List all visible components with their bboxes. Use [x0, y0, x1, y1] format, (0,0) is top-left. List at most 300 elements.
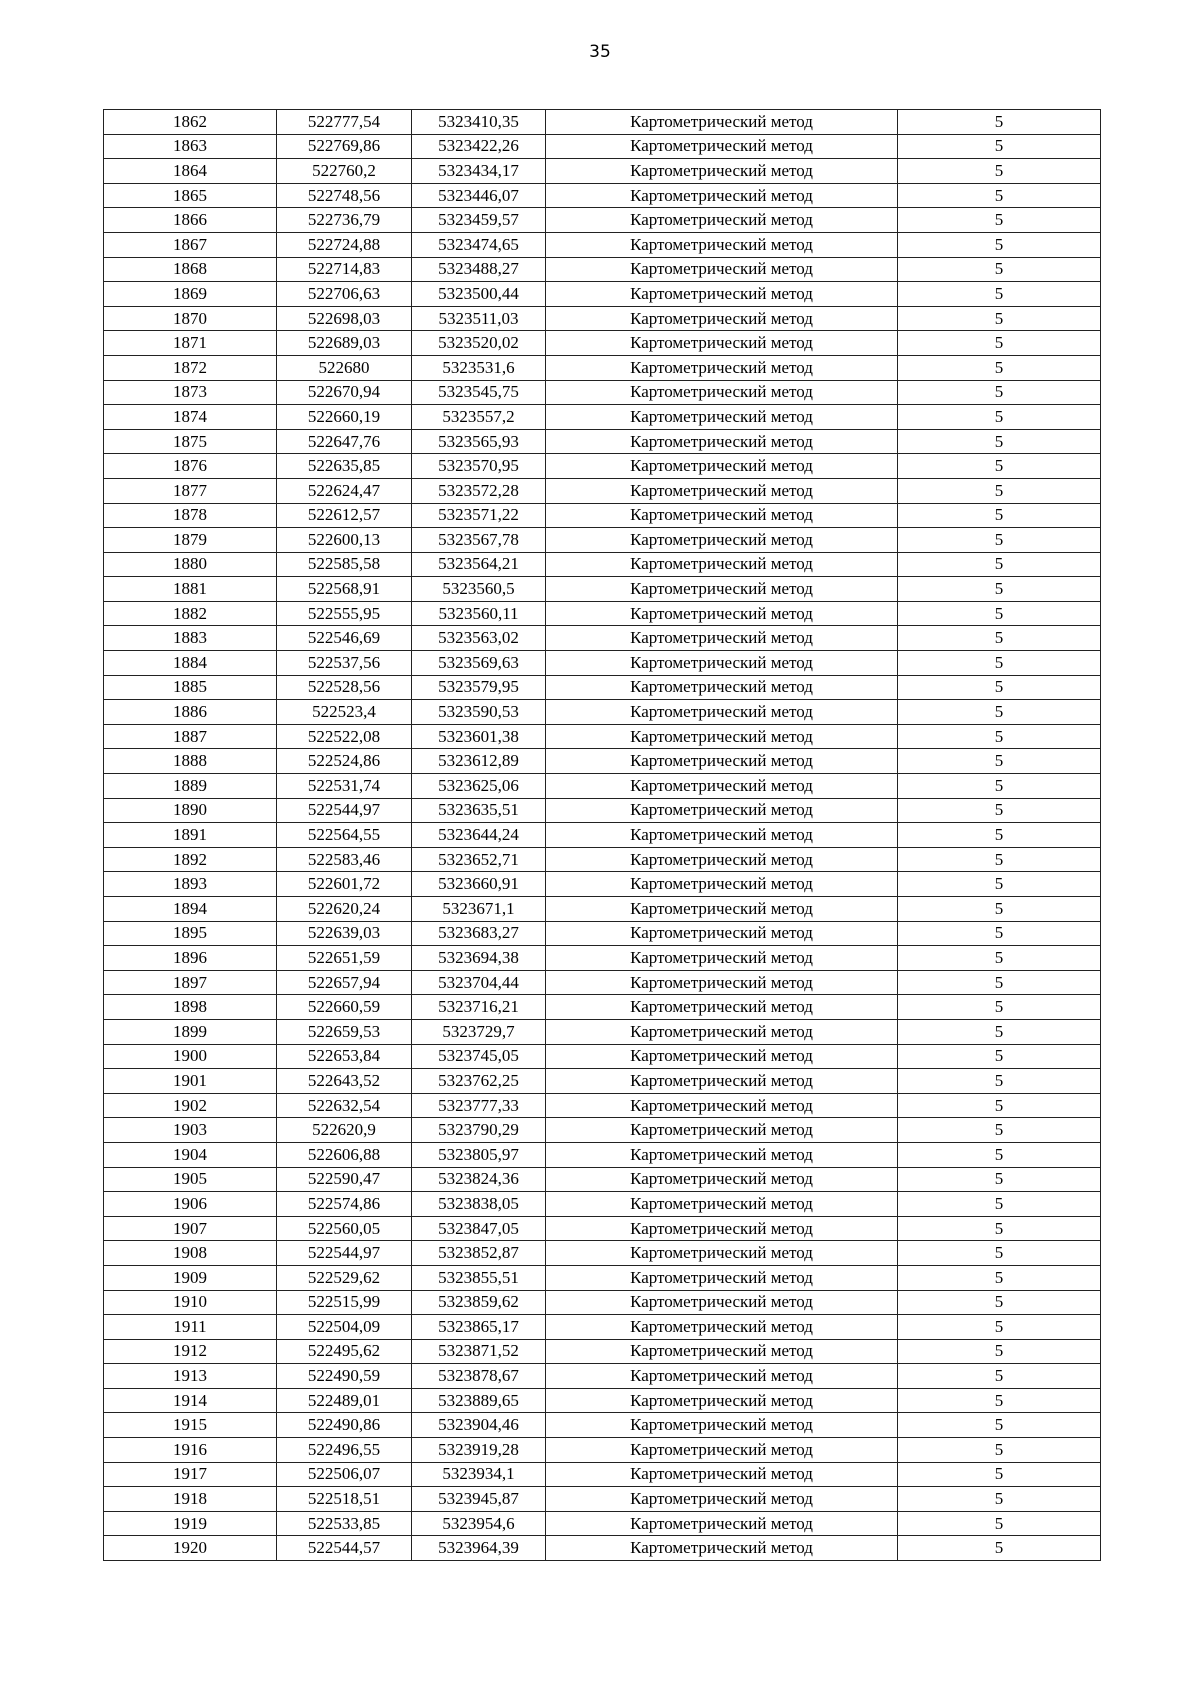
y-coordinate-cell: 5323557,2	[412, 405, 546, 430]
x-coordinate-cell: 522568,91	[277, 577, 412, 602]
x-coordinate-cell: 522714,83	[277, 257, 412, 282]
point-number-cell: 1873	[104, 380, 277, 405]
table-row	[104, 1044, 1101, 1069]
accuracy-cell: 5	[898, 675, 1101, 700]
y-coordinate-cell: 5323612,89	[412, 749, 546, 774]
x-coordinate-cell: 522524,86	[277, 749, 412, 774]
accuracy-cell: 5	[898, 380, 1101, 405]
method-cell: Картометрический метод	[546, 1438, 898, 1463]
method-cell: Картометрический метод	[546, 159, 898, 184]
y-coordinate-cell: 5323745,05	[412, 1044, 546, 1069]
accuracy-cell: 5	[898, 1388, 1101, 1413]
x-coordinate-cell: 522777,54	[277, 110, 412, 135]
y-coordinate-cell: 5323446,07	[412, 183, 546, 208]
x-coordinate-cell: 522624,47	[277, 478, 412, 503]
x-coordinate-cell: 522533,85	[277, 1511, 412, 1536]
point-number-cell: 1887	[104, 724, 277, 749]
point-number-cell: 1879	[104, 528, 277, 553]
accuracy-cell: 5	[898, 995, 1101, 1020]
table-row	[104, 724, 1101, 749]
point-number-cell: 1876	[104, 454, 277, 479]
y-coordinate-cell: 5323805,97	[412, 1142, 546, 1167]
point-number-cell: 1886	[104, 700, 277, 725]
method-cell: Картометрический метод	[546, 183, 898, 208]
method-cell: Картометрический метод	[546, 1388, 898, 1413]
y-coordinate-cell: 5323625,06	[412, 774, 546, 799]
point-number-cell: 1917	[104, 1462, 277, 1487]
y-coordinate-cell: 5323790,29	[412, 1118, 546, 1143]
method-cell: Картометрический метод	[546, 1462, 898, 1487]
point-number-cell: 1894	[104, 897, 277, 922]
table-row	[104, 946, 1101, 971]
x-coordinate-cell: 522496,55	[277, 1438, 412, 1463]
accuracy-cell: 5	[898, 847, 1101, 872]
table-row	[104, 1388, 1101, 1413]
x-coordinate-cell: 522706,63	[277, 282, 412, 307]
table-row	[104, 134, 1101, 159]
method-cell: Картометрический метод	[546, 429, 898, 454]
method-cell: Картометрический метод	[546, 380, 898, 405]
accuracy-cell: 5	[898, 1069, 1101, 1094]
table-row	[104, 1118, 1101, 1143]
accuracy-cell: 5	[898, 208, 1101, 233]
point-number-cell: 1868	[104, 257, 277, 282]
point-number-cell: 1907	[104, 1216, 277, 1241]
x-coordinate-cell: 522504,09	[277, 1315, 412, 1340]
point-number-cell: 1884	[104, 651, 277, 676]
method-cell: Картометрический метод	[546, 601, 898, 626]
accuracy-cell: 5	[898, 1339, 1101, 1364]
table-row	[104, 1339, 1101, 1364]
accuracy-cell: 5	[898, 159, 1101, 184]
x-coordinate-cell: 522564,55	[277, 823, 412, 848]
method-cell: Картометрический метод	[546, 1487, 898, 1512]
accuracy-cell: 5	[898, 552, 1101, 577]
accuracy-cell: 5	[898, 946, 1101, 971]
x-coordinate-cell: 522544,97	[277, 798, 412, 823]
point-number-cell: 1918	[104, 1487, 277, 1512]
method-cell: Картометрический метод	[546, 1241, 898, 1266]
table-row	[104, 1487, 1101, 1512]
y-coordinate-cell: 5323704,44	[412, 970, 546, 995]
x-coordinate-cell: 522518,51	[277, 1487, 412, 1512]
method-cell: Картометрический метод	[546, 208, 898, 233]
point-number-cell: 1867	[104, 232, 277, 257]
accuracy-cell: 5	[898, 823, 1101, 848]
table-row	[104, 355, 1101, 380]
x-coordinate-cell: 522544,57	[277, 1536, 412, 1561]
y-coordinate-cell: 5323570,95	[412, 454, 546, 479]
point-number-cell: 1882	[104, 601, 277, 626]
table-row	[104, 1192, 1101, 1217]
table-row	[104, 405, 1101, 430]
method-cell: Картометрический метод	[546, 1044, 898, 1069]
table-row	[104, 1438, 1101, 1463]
x-coordinate-cell: 522600,13	[277, 528, 412, 553]
method-cell: Картометрический метод	[546, 1216, 898, 1241]
table-row	[104, 1290, 1101, 1315]
y-coordinate-cell: 5323871,52	[412, 1339, 546, 1364]
point-number-cell: 1911	[104, 1315, 277, 1340]
y-coordinate-cell: 5323488,27	[412, 257, 546, 282]
table-row	[104, 872, 1101, 897]
table-row	[104, 995, 1101, 1020]
point-number-cell: 1900	[104, 1044, 277, 1069]
table-row	[104, 970, 1101, 995]
x-coordinate-cell: 522639,03	[277, 921, 412, 946]
method-cell: Картометрический метод	[546, 970, 898, 995]
point-number-cell: 1871	[104, 331, 277, 356]
accuracy-cell: 5	[898, 257, 1101, 282]
y-coordinate-cell: 5323729,7	[412, 1019, 546, 1044]
y-coordinate-cell: 5323422,26	[412, 134, 546, 159]
point-number-cell: 1881	[104, 577, 277, 602]
method-cell: Картометрический метод	[546, 478, 898, 503]
accuracy-cell: 5	[898, 601, 1101, 626]
table-row	[104, 897, 1101, 922]
accuracy-cell: 5	[898, 1462, 1101, 1487]
point-number-cell: 1898	[104, 995, 277, 1020]
method-cell: Картометрический метод	[546, 552, 898, 577]
x-coordinate-cell: 522760,2	[277, 159, 412, 184]
accuracy-cell: 5	[898, 405, 1101, 430]
accuracy-cell: 5	[898, 1265, 1101, 1290]
table-row	[104, 528, 1101, 553]
x-coordinate-cell: 522769,86	[277, 134, 412, 159]
method-cell: Картометрический метод	[546, 1142, 898, 1167]
accuracy-cell: 5	[898, 897, 1101, 922]
accuracy-cell: 5	[898, 331, 1101, 356]
table-row	[104, 110, 1101, 135]
y-coordinate-cell: 5323865,17	[412, 1315, 546, 1340]
accuracy-cell: 5	[898, 1487, 1101, 1512]
coordinates-table	[103, 109, 1101, 1561]
accuracy-cell: 5	[898, 577, 1101, 602]
y-coordinate-cell: 5323945,87	[412, 1487, 546, 1512]
accuracy-cell: 5	[898, 1511, 1101, 1536]
point-number-cell: 1895	[104, 921, 277, 946]
x-coordinate-cell: 522659,53	[277, 1019, 412, 1044]
accuracy-cell: 5	[898, 1044, 1101, 1069]
y-coordinate-cell: 5323459,57	[412, 208, 546, 233]
x-coordinate-cell: 522583,46	[277, 847, 412, 872]
table-row	[104, 454, 1101, 479]
accuracy-cell: 5	[898, 134, 1101, 159]
method-cell: Картометрический метод	[546, 331, 898, 356]
y-coordinate-cell: 5323859,62	[412, 1290, 546, 1315]
point-number-cell: 1912	[104, 1339, 277, 1364]
accuracy-cell: 5	[898, 970, 1101, 995]
table-row	[104, 1462, 1101, 1487]
method-cell: Картометрический метод	[546, 528, 898, 553]
y-coordinate-cell: 5323762,25	[412, 1069, 546, 1094]
accuracy-cell: 5	[898, 1192, 1101, 1217]
x-coordinate-cell: 522620,9	[277, 1118, 412, 1143]
point-number-cell: 1892	[104, 847, 277, 872]
x-coordinate-cell: 522647,76	[277, 429, 412, 454]
table-row	[104, 306, 1101, 331]
x-coordinate-cell: 522736,79	[277, 208, 412, 233]
accuracy-cell: 5	[898, 1413, 1101, 1438]
point-number-cell: 1919	[104, 1511, 277, 1536]
page-number: 35	[589, 42, 611, 62]
table-row	[104, 700, 1101, 725]
method-cell: Картометрический метод	[546, 1118, 898, 1143]
accuracy-cell: 5	[898, 1019, 1101, 1044]
y-coordinate-cell: 5323531,6	[412, 355, 546, 380]
y-coordinate-cell: 5323716,21	[412, 995, 546, 1020]
coordinates-table-body	[104, 110, 1101, 1561]
y-coordinate-cell: 5323671,1	[412, 897, 546, 922]
accuracy-cell: 5	[898, 110, 1101, 135]
accuracy-cell: 5	[898, 503, 1101, 528]
accuracy-cell: 5	[898, 1315, 1101, 1340]
table-row	[104, 626, 1101, 651]
accuracy-cell: 5	[898, 1118, 1101, 1143]
accuracy-cell: 5	[898, 454, 1101, 479]
method-cell: Картометрический метод	[546, 1093, 898, 1118]
accuracy-cell: 5	[898, 774, 1101, 799]
point-number-cell: 1889	[104, 774, 277, 799]
table-row	[104, 847, 1101, 872]
table-row	[104, 823, 1101, 848]
accuracy-cell: 5	[898, 1536, 1101, 1561]
table-row	[104, 1536, 1101, 1561]
x-coordinate-cell: 522544,97	[277, 1241, 412, 1266]
accuracy-cell: 5	[898, 1290, 1101, 1315]
method-cell: Картометрический метод	[546, 847, 898, 872]
point-number-cell: 1877	[104, 478, 277, 503]
x-coordinate-cell: 522537,56	[277, 651, 412, 676]
table-row	[104, 651, 1101, 676]
method-cell: Картометрический метод	[546, 921, 898, 946]
point-number-cell: 1866	[104, 208, 277, 233]
point-number-cell: 1905	[104, 1167, 277, 1192]
x-coordinate-cell: 522698,03	[277, 306, 412, 331]
accuracy-cell: 5	[898, 232, 1101, 257]
method-cell: Картометрический метод	[546, 651, 898, 676]
x-coordinate-cell: 522546,69	[277, 626, 412, 651]
method-cell: Картометрический метод	[546, 306, 898, 331]
accuracy-cell: 5	[898, 429, 1101, 454]
y-coordinate-cell: 5323500,44	[412, 282, 546, 307]
table-row	[104, 1265, 1101, 1290]
y-coordinate-cell: 5323569,63	[412, 651, 546, 676]
method-cell: Картометрический метод	[546, 700, 898, 725]
point-number-cell: 1897	[104, 970, 277, 995]
x-coordinate-cell: 522606,88	[277, 1142, 412, 1167]
y-coordinate-cell: 5323855,51	[412, 1265, 546, 1290]
x-coordinate-cell: 522574,86	[277, 1192, 412, 1217]
method-cell: Картометрический метод	[546, 577, 898, 602]
table-row	[104, 183, 1101, 208]
y-coordinate-cell: 5323579,95	[412, 675, 546, 700]
point-number-cell: 1920	[104, 1536, 277, 1561]
accuracy-cell: 5	[898, 1364, 1101, 1389]
x-coordinate-cell: 522689,03	[277, 331, 412, 356]
x-coordinate-cell: 522495,62	[277, 1339, 412, 1364]
point-number-cell: 1916	[104, 1438, 277, 1463]
x-coordinate-cell: 522590,47	[277, 1167, 412, 1192]
y-coordinate-cell: 5323694,38	[412, 946, 546, 971]
table-row	[104, 921, 1101, 946]
method-cell: Картометрический метод	[546, 626, 898, 651]
accuracy-cell: 5	[898, 306, 1101, 331]
y-coordinate-cell: 5323601,38	[412, 724, 546, 749]
y-coordinate-cell: 5323564,21	[412, 552, 546, 577]
point-number-cell: 1909	[104, 1265, 277, 1290]
point-number-cell: 1875	[104, 429, 277, 454]
point-number-cell: 1901	[104, 1069, 277, 1094]
point-number-cell: 1872	[104, 355, 277, 380]
y-coordinate-cell: 5323590,53	[412, 700, 546, 725]
y-coordinate-cell: 5323560,11	[412, 601, 546, 626]
accuracy-cell: 5	[898, 1142, 1101, 1167]
table-row	[104, 1069, 1101, 1094]
point-number-cell: 1865	[104, 183, 277, 208]
point-number-cell: 1878	[104, 503, 277, 528]
y-coordinate-cell: 5323652,71	[412, 847, 546, 872]
x-coordinate-cell: 522657,94	[277, 970, 412, 995]
accuracy-cell: 5	[898, 921, 1101, 946]
method-cell: Картометрический метод	[546, 1192, 898, 1217]
y-coordinate-cell: 5323954,6	[412, 1511, 546, 1536]
accuracy-cell: 5	[898, 1438, 1101, 1463]
y-coordinate-cell: 5323824,36	[412, 1167, 546, 1192]
point-number-cell: 1869	[104, 282, 277, 307]
method-cell: Картометрический метод	[546, 1069, 898, 1094]
x-coordinate-cell: 522506,07	[277, 1462, 412, 1487]
x-coordinate-cell: 522490,86	[277, 1413, 412, 1438]
point-number-cell: 1910	[104, 1290, 277, 1315]
method-cell: Картометрический метод	[546, 282, 898, 307]
method-cell: Картометрический метод	[546, 1315, 898, 1340]
point-number-cell: 1915	[104, 1413, 277, 1438]
y-coordinate-cell: 5323567,78	[412, 528, 546, 553]
x-coordinate-cell: 522653,84	[277, 1044, 412, 1069]
y-coordinate-cell: 5323852,87	[412, 1241, 546, 1266]
method-cell: Картометрический метод	[546, 995, 898, 1020]
x-coordinate-cell: 522643,52	[277, 1069, 412, 1094]
accuracy-cell: 5	[898, 1167, 1101, 1192]
table-row	[104, 552, 1101, 577]
method-cell: Картометрический метод	[546, 503, 898, 528]
point-number-cell: 1870	[104, 306, 277, 331]
x-coordinate-cell: 522651,59	[277, 946, 412, 971]
y-coordinate-cell: 5323410,35	[412, 110, 546, 135]
table-row	[104, 257, 1101, 282]
method-cell: Картометрический метод	[546, 110, 898, 135]
y-coordinate-cell: 5323777,33	[412, 1093, 546, 1118]
point-number-cell: 1883	[104, 626, 277, 651]
method-cell: Картометрический метод	[546, 872, 898, 897]
accuracy-cell: 5	[898, 651, 1101, 676]
table-row	[104, 1167, 1101, 1192]
point-number-cell: 1914	[104, 1388, 277, 1413]
method-cell: Картометрический метод	[546, 1167, 898, 1192]
x-coordinate-cell: 522528,56	[277, 675, 412, 700]
method-cell: Картометрический метод	[546, 232, 898, 257]
method-cell: Картометрический метод	[546, 1290, 898, 1315]
x-coordinate-cell: 522635,85	[277, 454, 412, 479]
method-cell: Картометрический метод	[546, 1364, 898, 1389]
table-row	[104, 601, 1101, 626]
accuracy-cell: 5	[898, 700, 1101, 725]
x-coordinate-cell: 522670,94	[277, 380, 412, 405]
y-coordinate-cell: 5323474,65	[412, 232, 546, 257]
table-row	[104, 1511, 1101, 1536]
table-row	[104, 798, 1101, 823]
y-coordinate-cell: 5323904,46	[412, 1413, 546, 1438]
point-number-cell: 1885	[104, 675, 277, 700]
x-coordinate-cell: 522560,05	[277, 1216, 412, 1241]
y-coordinate-cell: 5323434,17	[412, 159, 546, 184]
x-coordinate-cell: 522531,74	[277, 774, 412, 799]
method-cell: Картометрический метод	[546, 798, 898, 823]
x-coordinate-cell: 522522,08	[277, 724, 412, 749]
accuracy-cell: 5	[898, 528, 1101, 553]
x-coordinate-cell: 522490,59	[277, 1364, 412, 1389]
method-cell: Картометрический метод	[546, 1339, 898, 1364]
method-cell: Картометрический метод	[546, 257, 898, 282]
table-row	[104, 331, 1101, 356]
table-row	[104, 1093, 1101, 1118]
method-cell: Картометрический метод	[546, 897, 898, 922]
y-coordinate-cell: 5323660,91	[412, 872, 546, 897]
method-cell: Картометрический метод	[546, 355, 898, 380]
table-row	[104, 577, 1101, 602]
accuracy-cell: 5	[898, 749, 1101, 774]
x-coordinate-cell: 522523,4	[277, 700, 412, 725]
point-number-cell: 1896	[104, 946, 277, 971]
y-coordinate-cell: 5323934,1	[412, 1462, 546, 1487]
method-cell: Картометрический метод	[546, 454, 898, 479]
table-row	[104, 1241, 1101, 1266]
method-cell: Картометрический метод	[546, 1511, 898, 1536]
method-cell: Картометрический метод	[546, 1413, 898, 1438]
y-coordinate-cell: 5323511,03	[412, 306, 546, 331]
y-coordinate-cell: 5323847,05	[412, 1216, 546, 1241]
point-number-cell: 1893	[104, 872, 277, 897]
table-row	[104, 232, 1101, 257]
point-number-cell: 1888	[104, 749, 277, 774]
y-coordinate-cell: 5323565,93	[412, 429, 546, 454]
method-cell: Картометрический метод	[546, 724, 898, 749]
point-number-cell: 1890	[104, 798, 277, 823]
y-coordinate-cell: 5323838,05	[412, 1192, 546, 1217]
x-coordinate-cell: 522724,88	[277, 232, 412, 257]
table-row	[104, 774, 1101, 799]
method-cell: Картометрический метод	[546, 774, 898, 799]
x-coordinate-cell: 522585,58	[277, 552, 412, 577]
method-cell: Картометрический метод	[546, 405, 898, 430]
accuracy-cell: 5	[898, 1093, 1101, 1118]
x-coordinate-cell: 522515,99	[277, 1290, 412, 1315]
y-coordinate-cell: 5323878,67	[412, 1364, 546, 1389]
y-coordinate-cell: 5323635,51	[412, 798, 546, 823]
table-row	[104, 159, 1101, 184]
point-number-cell: 1874	[104, 405, 277, 430]
point-number-cell: 1903	[104, 1118, 277, 1143]
accuracy-cell: 5	[898, 1241, 1101, 1266]
point-number-cell: 1899	[104, 1019, 277, 1044]
y-coordinate-cell: 5323964,39	[412, 1536, 546, 1561]
y-coordinate-cell: 5323571,22	[412, 503, 546, 528]
method-cell: Картометрический метод	[546, 749, 898, 774]
method-cell: Картометрический метод	[546, 675, 898, 700]
table-row	[104, 1364, 1101, 1389]
point-number-cell: 1880	[104, 552, 277, 577]
